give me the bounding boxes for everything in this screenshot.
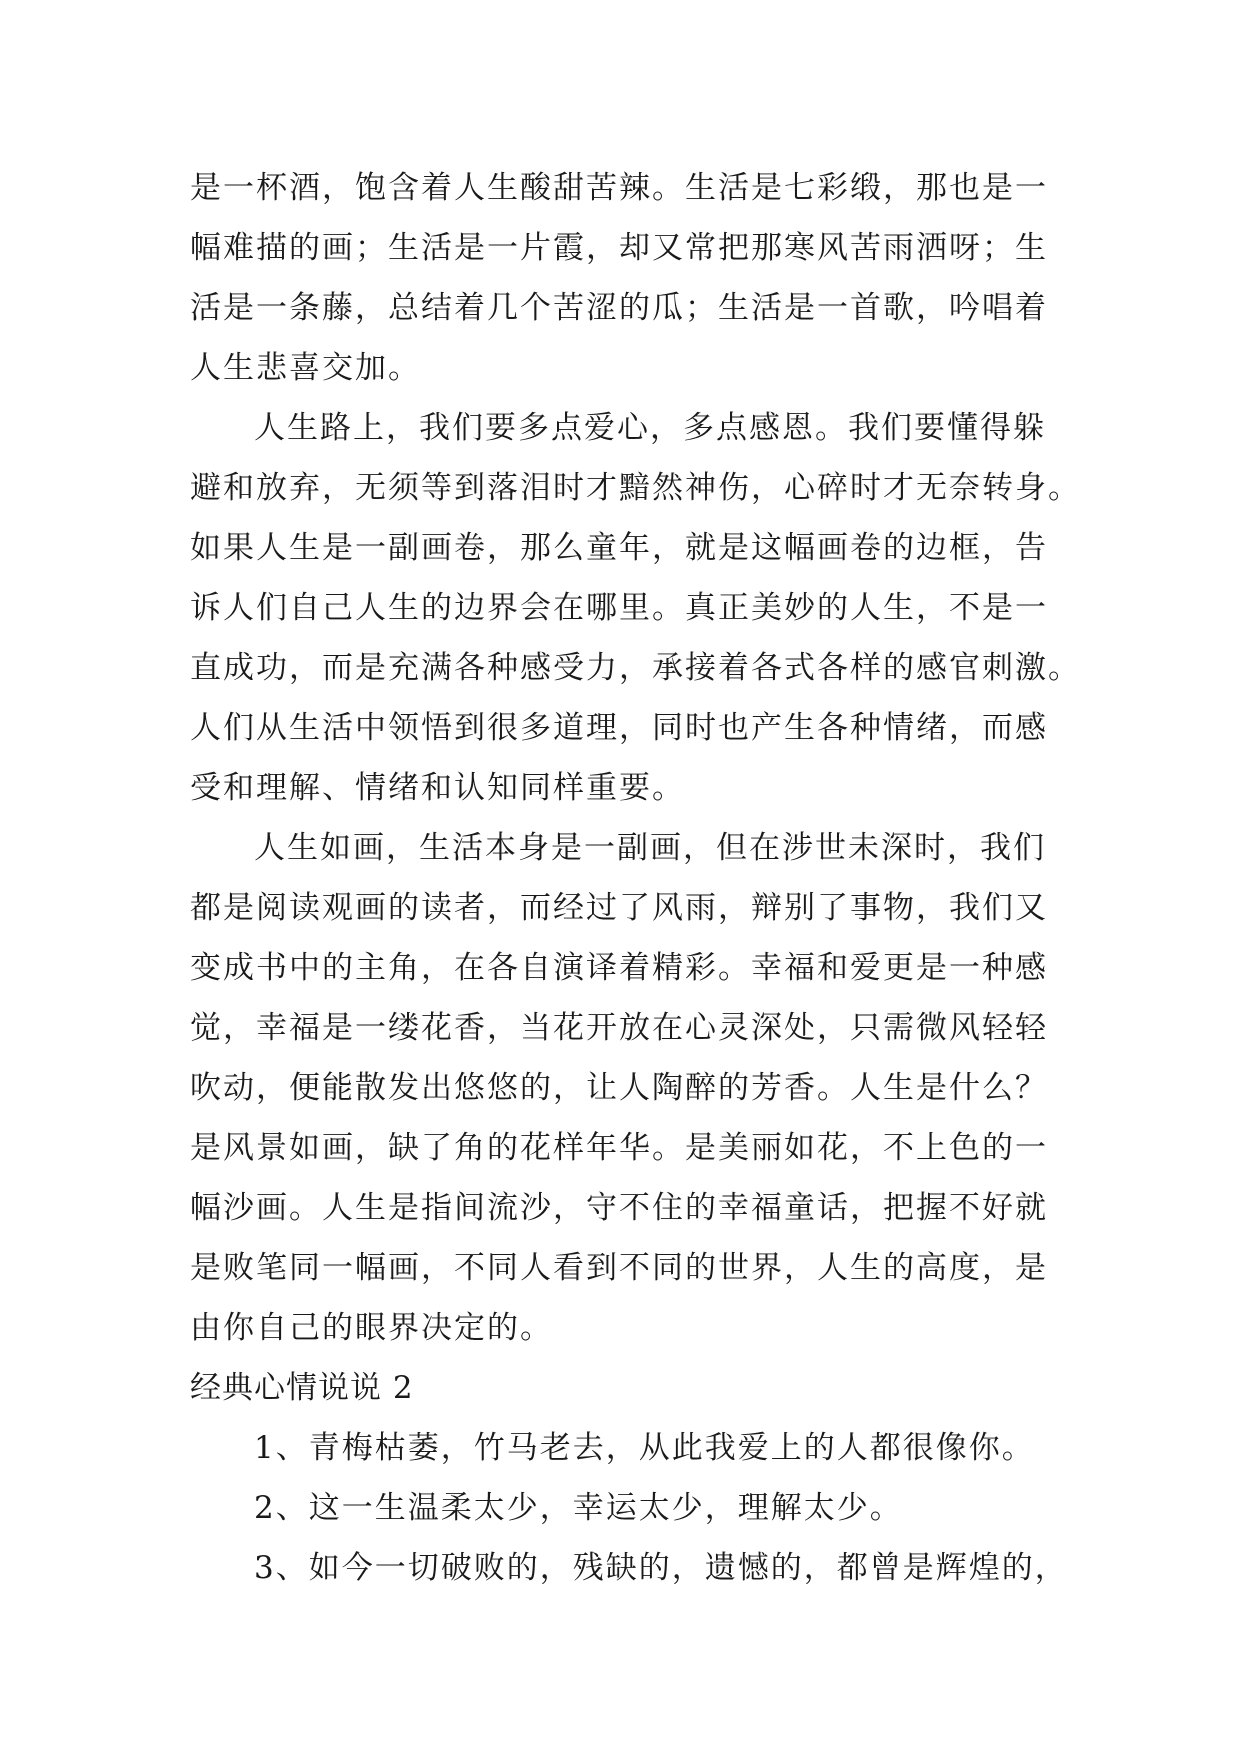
paragraph-1 [190, 158, 1056, 398]
text-line: 变成书中的主角，在各自演译着精彩。幸福和爱更是一种感 [190, 950, 1048, 986]
text-line: 受和理解、情绪和认知同样重要。 [190, 770, 685, 806]
text-line: 幅沙画。人生是指间流沙，守不住的幸福童话，把握不好就 [190, 1190, 1048, 1226]
text-line: 人生路上，我们要多点爱心，多点感恩。我们要懂得躲 [254, 410, 1046, 446]
text-line: 人生如画，生活本身是一副画，但在涉世未深时，我们 [254, 830, 1046, 866]
text-line: 是风景如画，缺了角的花样年华。是美丽如花，不上色的一 [190, 1130, 1048, 1166]
numbered-list [190, 1418, 1068, 1598]
text-line: 觉，幸福是一缕花香，当花开放在心灵深处，只需微风轻轻 [190, 1010, 1048, 1046]
text-line: 由你自己的眼界决定的。 [190, 1310, 553, 1346]
text-line: 直成功，而是充满各种感受力，承接着各式各样的感官刺激。 [190, 650, 1081, 686]
document-page [190, 158, 1081, 1598]
text-line: 幅难描的画；生活是一片霞，却又常把那寒风苦雨洒呀；生 [190, 230, 1048, 266]
list-item: 3、如今一切破败的，残缺的，遗憾的，都曾是辉煌的， [254, 1550, 1068, 1586]
text-line: 如果人生是一副画卷，那么童年，就是这幅画卷的边框，告 [190, 530, 1048, 566]
text-line: 避和放弃，无须等到落泪时才黯然神伤，心碎时才无奈转身。 [190, 470, 1081, 506]
text-line: 是败笔同一幅画，不同人看到不同的世界，人生的高度，是 [190, 1250, 1048, 1286]
text-line: 是一杯酒，饱含着人生酸甜苦辣。生活是七彩缎，那也是一 [190, 170, 1048, 206]
text-line: 活是一条藤，总结着几个苦涩的瓜；生活是一首歌，吟唱着 [190, 290, 1048, 326]
paragraph-2 [190, 398, 1081, 818]
text-line: 都是阅读观画的读者，而经过了风雨，辩别了事物，我们又 [190, 890, 1048, 926]
paragraph-3 [190, 818, 1056, 1358]
list-item: 1、青梅枯萎，竹马老去，从此我爱上的人都很像你。 [254, 1430, 1035, 1466]
text-line: 吹动，便能散发出悠悠的，让人陶醉的芳香。人生是什么？ [190, 1070, 1048, 1106]
text-line: 诉人们自己人生的边界会在哪里。真正美妙的人生，不是一 [190, 590, 1048, 626]
text-line: 人们从生活中领悟到很多道理，同时也产生各种情绪，而感 [190, 710, 1048, 746]
text-line: 人生悲喜交加。 [190, 350, 421, 386]
list-item: 2、这一生温柔太少，幸运太少，理解太少。 [254, 1490, 903, 1526]
section-heading: 经典心情说说 2 [190, 1370, 414, 1406]
